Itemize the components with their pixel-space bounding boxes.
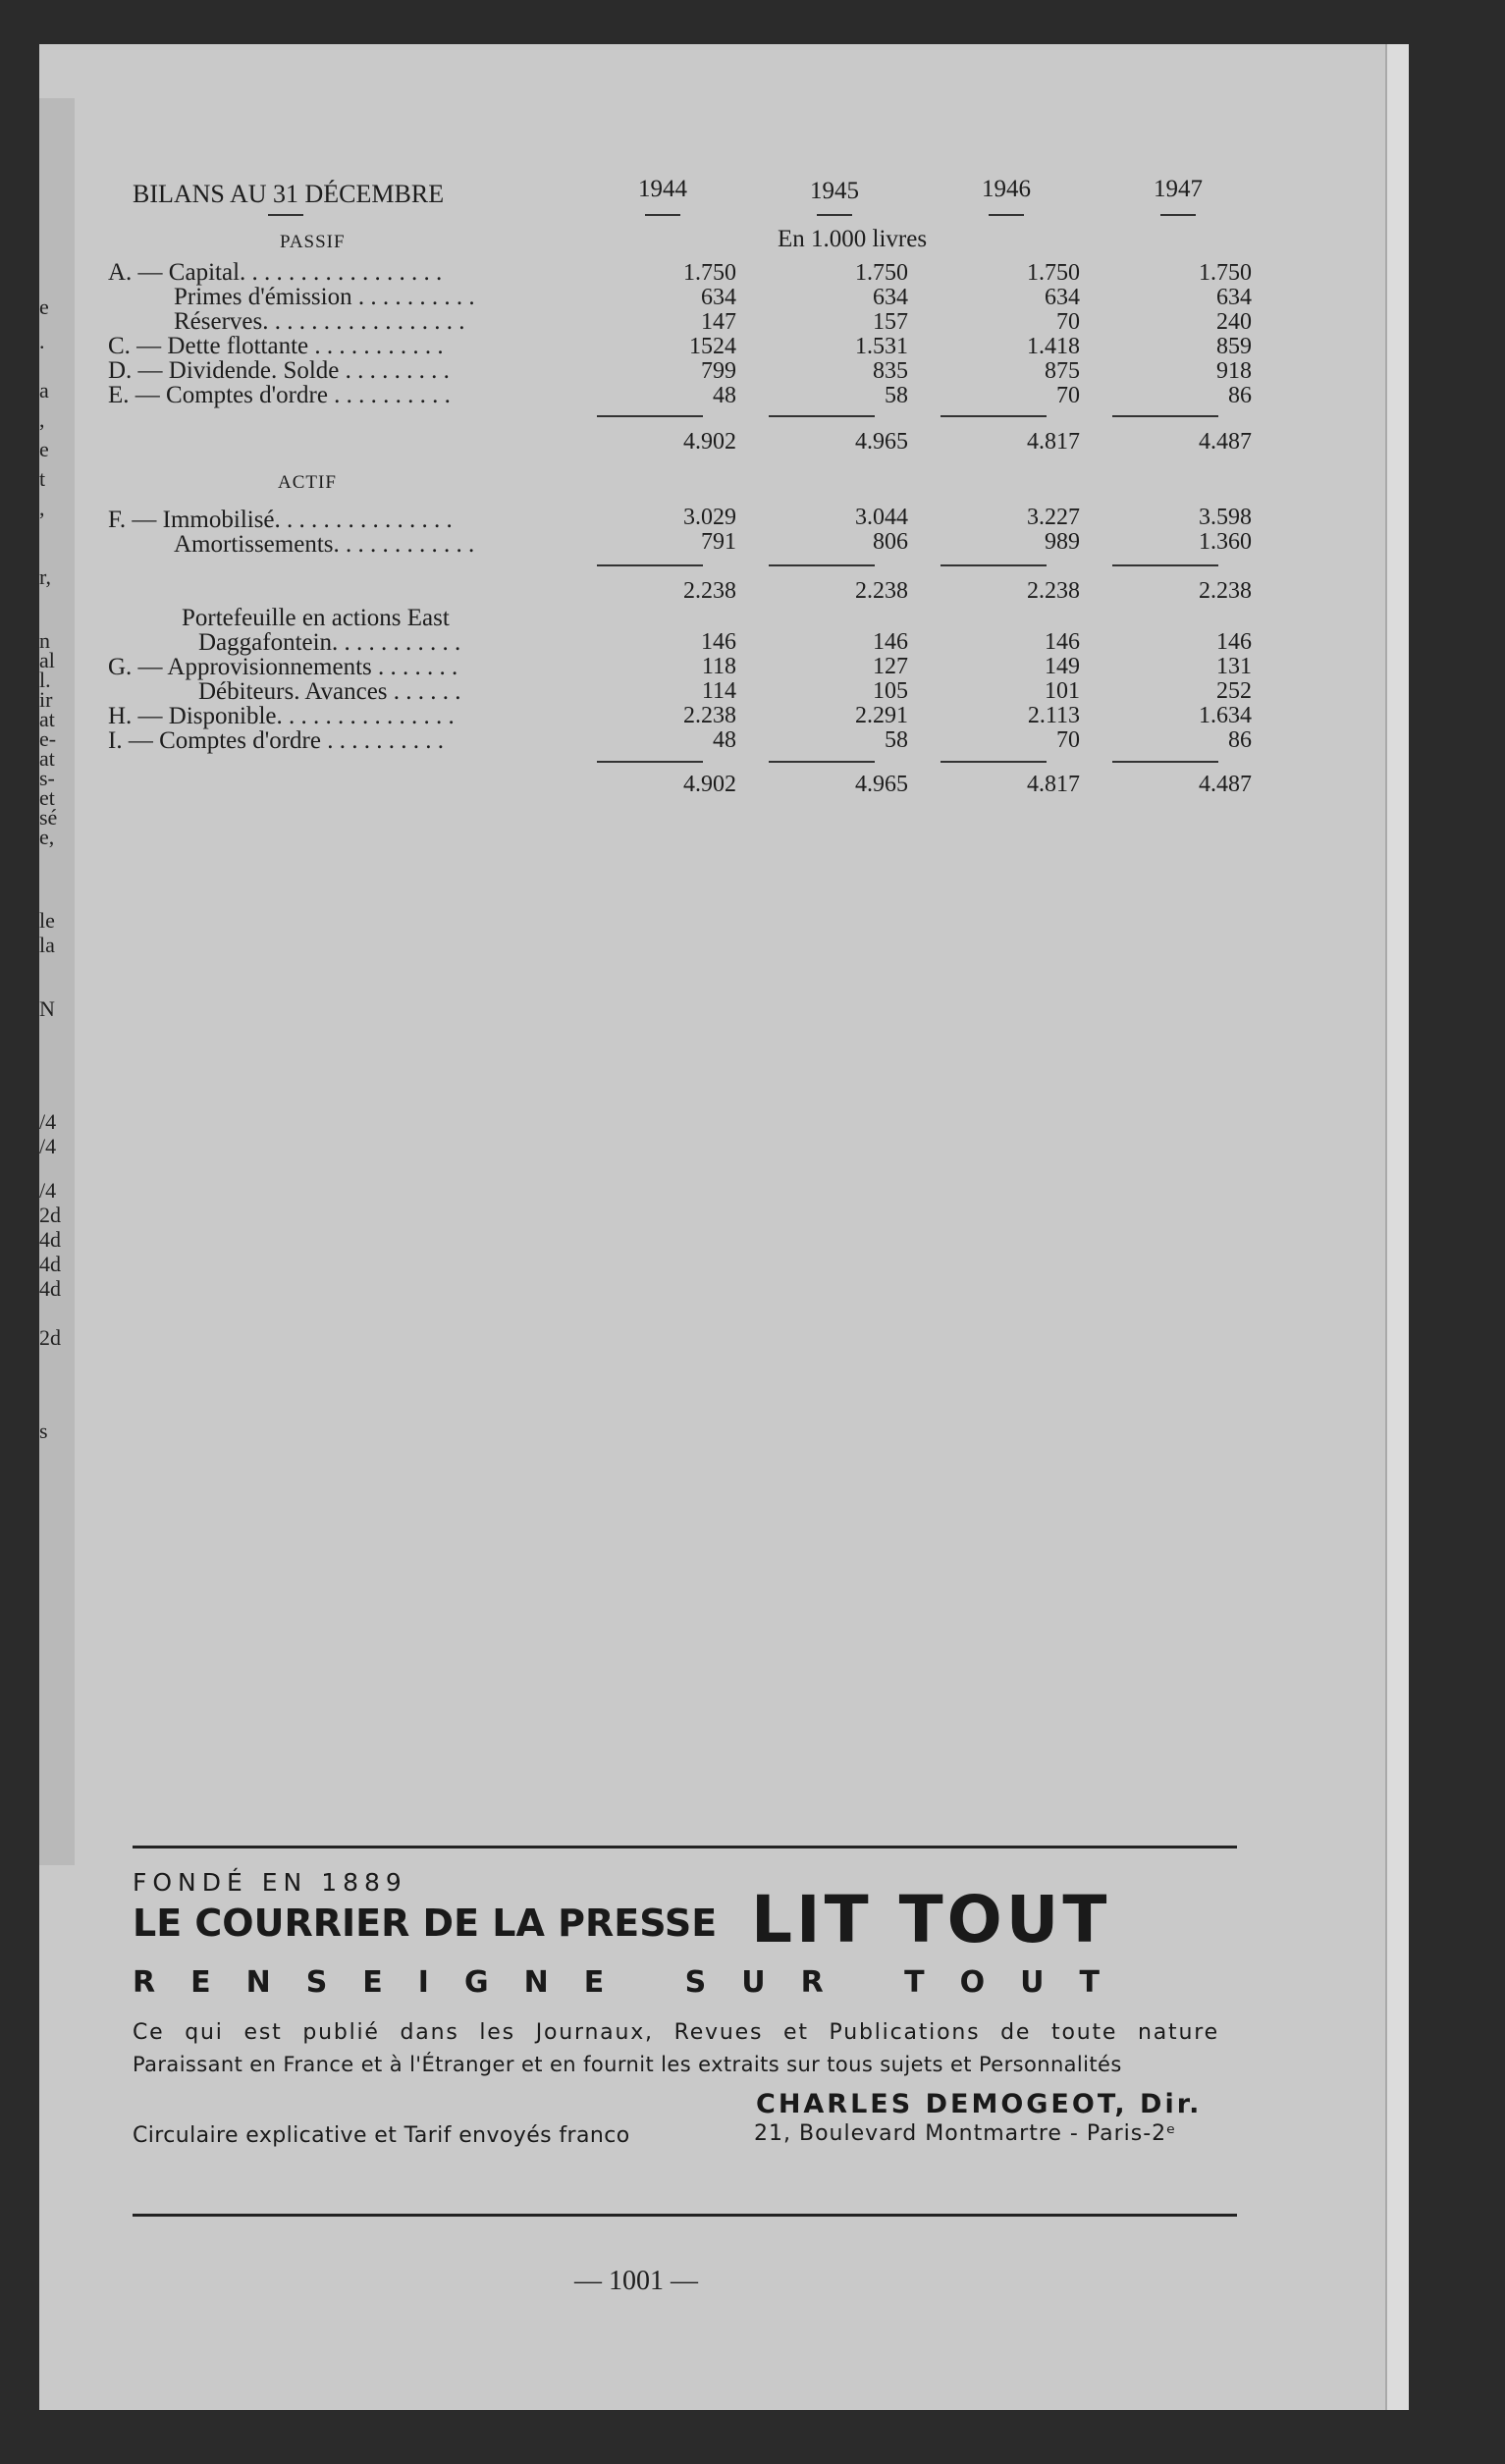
- row-label: Portefeuille en actions East: [182, 605, 450, 631]
- total-rule: [1112, 761, 1218, 763]
- margin-fragment: le: [39, 908, 55, 933]
- table-cell: 3.598: [1199, 505, 1252, 530]
- margin-fragment: ,: [39, 496, 45, 520]
- table-cell: 1524: [689, 334, 736, 359]
- margin-fragment: at: [39, 746, 55, 771]
- header-dash: [989, 214, 1024, 216]
- table-cell: 1.634: [1199, 703, 1252, 728]
- margin-fragment: e: [39, 437, 49, 461]
- ad-bottom-rule: [133, 2214, 1237, 2217]
- ad-top-rule: [133, 1846, 1237, 1848]
- header-dash: [817, 214, 852, 216]
- table-cell: 147: [701, 309, 736, 335]
- table-cell: 4.902: [683, 772, 736, 797]
- table-cell: 131: [1216, 654, 1252, 679]
- year-header: 1947: [1154, 176, 1203, 202]
- table-cell: 1.750: [683, 260, 736, 286]
- row-label: H. — Disponible. . . . . . . . . . . . . . .: [108, 703, 455, 729]
- margin-fragment: sé: [39, 805, 58, 830]
- table-cell: 149: [1045, 654, 1080, 679]
- table-cell: 1.531: [855, 334, 908, 359]
- table-cell: 806: [873, 529, 908, 555]
- margin-fragment: ir: [39, 687, 53, 712]
- actif-heading: ACTIF: [278, 472, 337, 493]
- margin-fragment: s: [39, 1419, 48, 1443]
- table-title: BILANS AU 31 DÉCEMBRE: [133, 180, 445, 208]
- table-cell: 1.418: [1027, 334, 1080, 359]
- table-cell: 4.902: [683, 429, 736, 455]
- table-cell: 2.113: [1027, 703, 1080, 728]
- table-cell: 634: [873, 285, 908, 310]
- table-cell: 146: [1216, 629, 1252, 655]
- table-cell: 58: [885, 383, 908, 408]
- table-cell: 4.817: [1027, 429, 1080, 455]
- table-cell: 70: [1056, 309, 1080, 335]
- table-cell: 1.750: [1199, 260, 1252, 286]
- table-cell: 4.817: [1027, 772, 1080, 797]
- previous-page-margin: [39, 98, 75, 1865]
- year-header: 1946: [982, 176, 1031, 202]
- table-cell: 252: [1216, 678, 1252, 704]
- header-dash: [268, 214, 303, 216]
- margin-fragment: e: [39, 295, 49, 319]
- table-cell: 146: [873, 629, 908, 655]
- margin-fragment: 2d: [39, 1203, 61, 1227]
- table-cell: 3.044: [855, 505, 908, 530]
- ad-line2: Paraissant en France et à l'Étranger et en fournit les extraits sur tous sujets et Personnalités: [133, 2053, 1122, 2076]
- table-cell: 1.360: [1199, 529, 1252, 555]
- ad-slogan-big: LIT TOUT: [751, 1882, 1111, 1957]
- row-label: A. — Capital. . . . . . . . . . . . . . . . .: [108, 259, 443, 286]
- row-label: E. — Comptes d'ordre . . . . . . . . . .: [108, 382, 451, 408]
- ad-line1: Ce qui est publié dans les Journaux, Revues et Publications de toute nature: [133, 2020, 1219, 2045]
- subtotal-rule: [941, 564, 1047, 566]
- margin-fragment: s-: [39, 766, 55, 790]
- margin-fragment: 4d: [39, 1252, 61, 1276]
- table-cell: 634: [701, 285, 736, 310]
- margin-fragment: /4: [39, 1134, 57, 1158]
- margin-fragment: 4d: [39, 1276, 61, 1301]
- table-cell: 101: [1045, 678, 1080, 704]
- total-rule: [941, 415, 1047, 417]
- table-cell: 989: [1045, 529, 1080, 555]
- margin-fragment: 4d: [39, 1227, 61, 1252]
- table-cell: 4.965: [855, 429, 908, 455]
- table-cell: 105: [873, 678, 908, 704]
- page: [39, 44, 1409, 2410]
- unit-note: En 1.000 livres: [778, 226, 928, 252]
- margin-fragment: l.: [39, 668, 51, 692]
- table-cell: 3.227: [1027, 505, 1080, 530]
- total-rule: [769, 415, 875, 417]
- table-cell: 634: [1216, 285, 1252, 310]
- year-header: 1945: [810, 178, 859, 204]
- ad-name: LE COURRIER DE LA PRESSE: [133, 1902, 718, 1945]
- table-cell: 875: [1045, 358, 1080, 384]
- table-cell: 127: [873, 654, 908, 679]
- total-rule: [597, 415, 703, 417]
- ad-founded: FONDÉ EN 1889: [133, 1868, 407, 1897]
- table-cell: 114: [701, 678, 736, 704]
- margin-fragment: la: [39, 933, 55, 957]
- ad-slogan-spaced: RENSEIGNE SUR TOUT: [133, 1965, 1135, 2000]
- table-cell: 146: [1045, 629, 1080, 655]
- total-rule: [769, 761, 875, 763]
- margin-fragment: ,: [39, 407, 45, 432]
- margin-fragment: .: [39, 329, 45, 353]
- margin-fragment: e-: [39, 726, 57, 751]
- table-cell: 70: [1056, 383, 1080, 408]
- table-cell: 48: [713, 727, 736, 753]
- table-cell: 4.487: [1199, 772, 1252, 797]
- table-cell: 859: [1216, 334, 1252, 359]
- margin-fragment: r,: [39, 564, 51, 589]
- table-cell: 835: [873, 358, 908, 384]
- table-cell: 146: [701, 629, 736, 655]
- subtotal-rule: [769, 564, 875, 566]
- table-cell: 2.238: [683, 703, 736, 728]
- row-label: D. — Dividende. Solde . . . . . . . . .: [108, 357, 450, 384]
- table-cell: 1.750: [855, 260, 908, 286]
- margin-fragment: n: [39, 628, 50, 653]
- table-cell: 3.029: [683, 505, 736, 530]
- table-cell: 157: [873, 309, 908, 335]
- table-cell: 1.750: [1027, 260, 1080, 286]
- row-label: Débiteurs. Avances . . . . . .: [198, 678, 461, 705]
- total-rule: [941, 761, 1047, 763]
- margin-fragment: 2d: [39, 1325, 61, 1350]
- row-label: I. — Comptes d'ordre . . . . . . . . . .: [108, 727, 444, 754]
- total-rule: [1112, 415, 1218, 417]
- table-cell: 48: [713, 383, 736, 408]
- ad-director: CHARLES DEMOGEOT, Dir.: [756, 2089, 1203, 2119]
- table-cell: 118: [701, 654, 736, 679]
- subtotal-rule: [597, 564, 703, 566]
- row-label: Réserves. . . . . . . . . . . . . . . . .: [174, 308, 465, 335]
- margin-fragment: /4: [39, 1178, 57, 1203]
- table-cell: 2.238: [683, 578, 736, 604]
- table-cell: 918: [1216, 358, 1252, 384]
- table-cell: 4.965: [855, 772, 908, 797]
- table-cell: 2.238: [1199, 578, 1252, 604]
- ad-circular: Circulaire explicative et Tarif envoyés franco: [133, 2123, 630, 2148]
- table-cell: 634: [1045, 285, 1080, 310]
- table-cell: 2.238: [855, 578, 908, 604]
- table-cell: 240: [1216, 309, 1252, 335]
- row-label: Primes d'émission . . . . . . . . . .: [174, 284, 475, 310]
- page-edge: [1385, 44, 1409, 2410]
- row-label: C. — Dette flottante . . . . . . . . . . .: [108, 333, 444, 359]
- table-cell: 4.487: [1199, 429, 1252, 455]
- row-label: Amortissements. . . . . . . . . . . .: [174, 531, 475, 558]
- header-dash: [1160, 214, 1196, 216]
- margin-fragment: N: [39, 996, 55, 1021]
- page-number: — 1001 —: [574, 2266, 698, 2296]
- table-cell: 70: [1056, 727, 1080, 753]
- header-dash: [645, 214, 680, 216]
- total-rule: [597, 761, 703, 763]
- margin-fragment: /4: [39, 1109, 57, 1134]
- table-cell: 58: [885, 727, 908, 753]
- table-cell: 86: [1228, 727, 1252, 753]
- row-label: F. — Immobilisé. . . . . . . . . . . . . . .: [108, 507, 453, 533]
- margin-fragment: a: [39, 378, 49, 402]
- margin-fragment: et: [39, 785, 55, 810]
- table-cell: 2.238: [1027, 578, 1080, 604]
- ad-address: 21, Boulevard Montmartre - Paris-2ᵉ: [754, 2121, 1177, 2146]
- row-label: Daggafontein. . . . . . . . . . .: [198, 629, 461, 656]
- margin-fragment: at: [39, 707, 55, 731]
- table-cell: 86: [1228, 383, 1252, 408]
- table-cell: 2.291: [855, 703, 908, 728]
- subtotal-rule: [1112, 564, 1218, 566]
- margin-fragment: t: [39, 466, 46, 491]
- table-cell: 799: [701, 358, 736, 384]
- margin-fragment: e,: [39, 825, 55, 849]
- table-cell: 791: [701, 529, 736, 555]
- passif-heading: PASSIF: [280, 232, 346, 252]
- row-label: G. — Approvisionnements . . . . . . .: [108, 654, 458, 680]
- year-header: 1944: [638, 176, 687, 202]
- margin-fragment: al: [39, 648, 55, 672]
